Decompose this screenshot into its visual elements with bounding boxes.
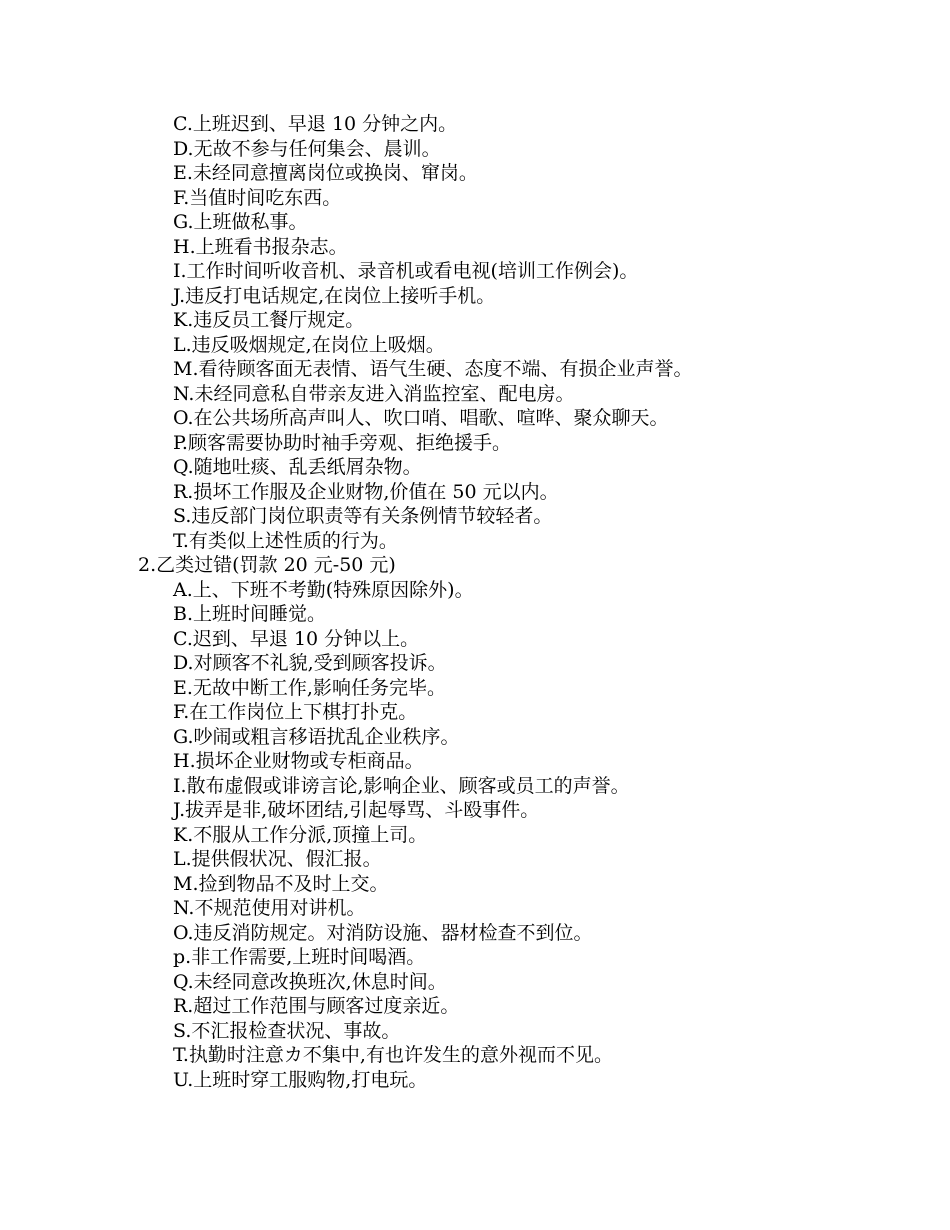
list-item: T.有类似上述性质的行为。: [173, 529, 398, 552]
list-item: G.上班做私事。: [173, 211, 308, 233]
list-item: I.工作时间听收音机、录音机或看电视(培训工作例会)。: [173, 260, 639, 282]
list-item: M.看待顾客面无表情、语气生硬、态度不端、有损企业声誉。: [173, 358, 693, 380]
list-item: E.未经同意擅离岗位或换岗、窜岗。: [173, 162, 478, 184]
list-item: Q.随地吐痰、乱丢纸屑杂物。: [173, 456, 422, 478]
list-item: J.拔弄是非,破坏团结,引起辱骂、斗殴事件。: [173, 799, 540, 821]
section2-heading: 2.乙类过错(罚款 20 元-50 元): [138, 554, 396, 576]
list-item: H.上班看书报杂志。: [173, 235, 348, 258]
list-item: O.在公共场所高声叫人、吹口哨、唱歌、喧哗、聚众聊天。: [173, 407, 669, 429]
list-item: K.违反员工餐厅规定。: [173, 309, 365, 331]
list-item: E.无故中断工作,影响任务完毕。: [173, 676, 446, 699]
list-item: I.散布虚假或诽谤言论,影响企业、顾客或员工的声誉。: [173, 774, 630, 797]
list-item: F.在工作岗位上下棋打扑克。: [173, 701, 418, 723]
list-item: T.执勤时注意カ不集中,有也许发生的意外视而不见。: [173, 1044, 613, 1066]
list-item: C.迟到、早退 10 分钟以上。: [173, 627, 420, 650]
list-item: B.上班时间睡觉。: [173, 603, 327, 625]
list-item: N.不规范使用对讲机。: [173, 897, 366, 919]
list-item: O.违反消防规定。对消防设施、器材检查不到位。: [173, 921, 593, 944]
list-item: R.损坏工作服及企业财物,价值在 50 元以内。: [173, 480, 559, 503]
list-item: S.不汇报检查状况、事故。: [173, 1019, 401, 1042]
list-item: K.不服从工作分派,顶撞上司。: [173, 823, 428, 846]
list-item: L.违反吸烟规定,在岗位上吸烟。: [173, 333, 445, 356]
document-page: [0, 112, 950, 1092]
list-item: Q.未经同意改换班次,休息时间。: [173, 970, 447, 993]
list-item: R.超过工作范围与顾客过度亲近。: [173, 995, 460, 1017]
list-item: P.顾客需要协助时袖手旁观、拒绝援手。: [173, 431, 511, 454]
list-item: U.上班时穿工服购物,打电玩。: [173, 1068, 428, 1091]
section2-list: [0, 578, 950, 1093]
list-item: H.损坏企业财物或专柜商品。: [173, 750, 424, 772]
section1-list: [0, 112, 950, 553]
list-item: J.违反打电话规定,在岗位上接听手机。: [173, 284, 496, 307]
list-item: D.对顾客不礼貌,受到顾客投诉。: [173, 652, 447, 674]
list-item: D.无故不参与任何集会、晨训。: [173, 137, 441, 160]
list-item: S.违反部门岗位职责等有关条例情节较轻者。: [173, 505, 553, 527]
list-item: M.捡到物品不及时上交。: [173, 872, 389, 895]
list-item: p.非工作需要,上班时间喝酒。: [173, 946, 426, 968]
list-item: F.当值时间吃东西。: [173, 186, 342, 209]
list-item: G.吵闹或粗言移语扰乱企业秩序。: [173, 725, 460, 748]
list-item: L.提供假状况、假汇报。: [173, 848, 382, 870]
list-item: N.未经同意私自带亲友进入消监控室、配电房。: [173, 382, 575, 405]
list-item: C.上班迟到、早退 10 分钟之内。: [173, 113, 458, 135]
list-item: A.上、下班不考勤(特殊原因除外)。: [173, 578, 474, 601]
